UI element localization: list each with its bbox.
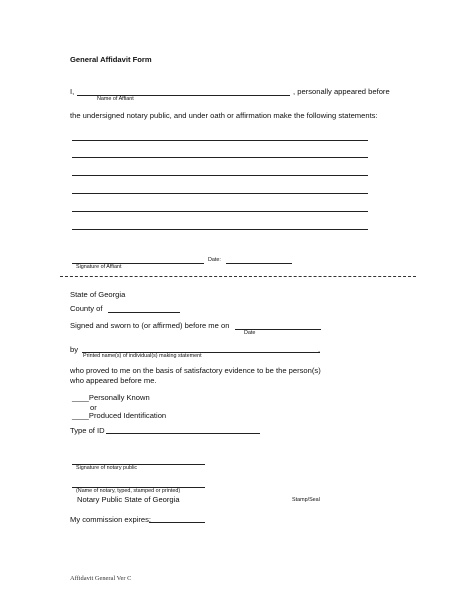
type-of-id-line[interactable] <box>106 433 260 434</box>
notary-name-caption: (Name of notary, typed, stamped or printed) <box>76 488 181 494</box>
personally-known-option[interactable] <box>72 393 150 402</box>
statement-line[interactable] <box>72 157 368 158</box>
footer-version: Affidavit General Ver C <box>70 575 132 582</box>
affiant-suffix: , personally appeared before <box>293 87 390 96</box>
commission-label: My commission expires: <box>70 515 152 524</box>
county-line[interactable] <box>108 312 180 313</box>
state-label: State of Georgia <box>70 290 126 299</box>
proved-text-line1: who proved to me on the basis of satisfactory evidence to be the person(s) <box>70 366 321 375</box>
stamp-seal-label: Stamp/Seal <box>292 497 320 503</box>
personally-known-blank[interactable]: ____ <box>72 393 89 402</box>
personally-known-label: Personally Known <box>88 393 150 402</box>
produced-id-label: Produced Identification <box>88 411 167 420</box>
section-divider <box>60 276 416 277</box>
affiant-name-caption: Name of Affiant <box>97 96 134 102</box>
produced-id-option[interactable] <box>72 411 166 420</box>
statement-line[interactable] <box>72 229 368 230</box>
notary-public-state: Notary Public State of Georgia <box>77 495 180 504</box>
proved-text-line2: who appeared before me. <box>70 376 157 385</box>
form-title: General Affidavit Form <box>70 55 152 64</box>
printed-names-caption: Printed name(s) of individual(s) making statement <box>83 353 202 359</box>
affiant-statement: the undersigned notary public, and under oath or affirmation make the following statements: <box>70 111 378 120</box>
notary-signature-caption: Signature of notary public <box>76 465 138 471</box>
commission-date-line[interactable] <box>149 522 205 523</box>
by-label: by <box>70 345 79 354</box>
date-label: Date: <box>208 257 221 263</box>
type-of-id-label: Type of ID <box>70 426 105 435</box>
or-label: or <box>90 403 97 412</box>
statement-line[interactable] <box>72 211 368 212</box>
statement-line[interactable] <box>72 140 368 141</box>
sworn-text: Signed and sworn to (or affirmed) before me on <box>70 321 230 330</box>
county-label: County of <box>70 304 103 313</box>
affiant-date-line[interactable] <box>226 263 292 264</box>
sworn-date-caption: Date <box>244 330 256 336</box>
affiant-prefix: I, <box>70 87 75 96</box>
affiant-signature-caption: Signature of Affiant <box>76 264 122 270</box>
statement-line[interactable] <box>72 193 368 194</box>
produced-id-blank[interactable]: ____ <box>72 411 89 420</box>
statement-line[interactable] <box>72 175 368 176</box>
by-suffix: , <box>318 345 321 354</box>
